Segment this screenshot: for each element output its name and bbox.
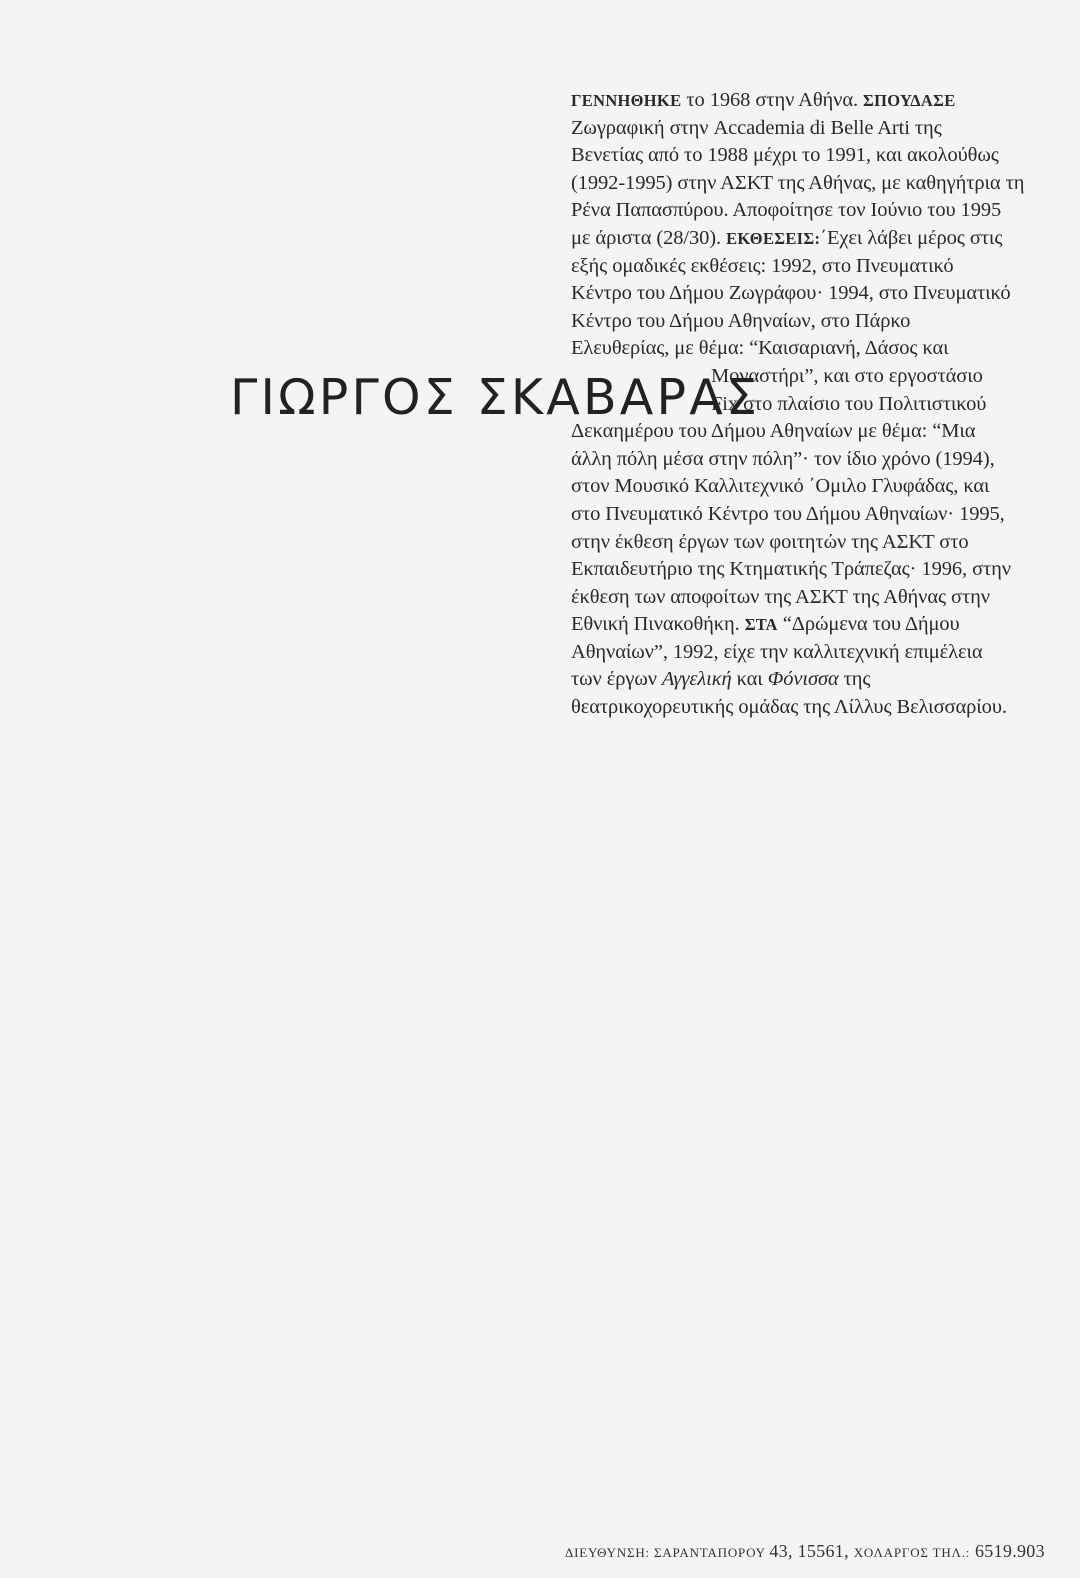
bio-line: Ρένα Παπασπύρου. Αποφοίτησε τον Ιούνιο του 1995 — [571, 199, 1002, 222]
bio-line: Κέντρο του Δήμου Αθηναίων, στο Πάρκο — [571, 309, 911, 332]
bio-line: Ζωγραφική στην Accademia di Belle Arti της — [571, 116, 942, 139]
bio-line: Κέντρο του Δήμου Ζωγράφου· 1994, στο Πνευματικό — [571, 282, 1011, 305]
bio-text: με άριστα (28/30). — [571, 226, 727, 249]
bio-line: Μοναστήρι”, και στο εργοστάσιο — [711, 364, 983, 387]
contact-footer — [565, 1541, 1045, 1562]
address-label: ΔΙΕΥΘΥΝΣΗ: — [565, 1545, 650, 1560]
bio-text: το 1968 στην Αθήνα. — [681, 89, 864, 111]
bio-line: Fix στο πλαίσιο του Πολιτιστικού — [711, 392, 987, 415]
artist-name: ΓΙΩΡΓΟΣ ΣΚΑΒΑΡΑΣ — [230, 369, 761, 426]
bio-line — [571, 666, 1041, 694]
bio-line: έκθεση των αποφοίτων της ΑΣΚΤ της Αθήνας στην — [571, 585, 990, 608]
heading-exhibitions: ΕΚΘΕΣΕΙΣ: — [726, 228, 821, 248]
bio-text: Εθνική Πινακοθήκη. — [571, 613, 745, 636]
bio-line — [571, 611, 1041, 639]
bio-text: “Δρώμενα του Δήμου — [777, 613, 960, 636]
bio-line — [571, 225, 1041, 253]
bio-line: Αθηναίων”, 1992, είχε την καλλιτεχνική επιμέλεια — [571, 640, 983, 663]
bio-line: θεατρικοχορευτικής ομάδας της Λίλλυς Βελισσαρίου. — [571, 696, 1007, 719]
bio-line: στον Μουσικό Καλλιτεχνικό ΄Ομιλο Γλυφάδας, και — [571, 475, 990, 498]
bio-line: Εκπαιδευτήριο της Κτηματικής Τράπεζας· 1996, στην — [571, 558, 1011, 581]
bio-line: στο Πνευματικό Κέντρο του Δήμου Αθηναίων· 1995, — [571, 502, 1005, 525]
bio-line: εξής ομαδικές εκθέσεις: 1992, στο Πνευματικό — [571, 254, 954, 277]
address-city: ΧΟΛΑΡΓΟΣ — [853, 1545, 929, 1560]
bio-line: (1992-1995) στην ΑΣΚΤ της Αθήνας, με καθηγήτρια τη — [571, 171, 1025, 194]
address-street: ΣΑΡΑΝΤΑΠΟΡΟΥ — [649, 1545, 770, 1560]
heading-born: ΓΕΝΝΗΘΗΚΕ — [571, 91, 682, 110]
bio-line: άλλη πόλη μέσα στην πόλη”· τον ίδιο χρόνο (1994), — [571, 447, 995, 470]
bio-text: ΄Εχει λάβει μέρος στις — [820, 226, 1003, 249]
heading-studied: ΣΠΟΥΔΑΣΕ — [863, 91, 956, 110]
bio-line: Ελευθερίας, με θέμα: “Καισαριανή, Δάσος και — [571, 337, 949, 360]
bio-line: στην έκθεση έργων των φοιτητών της ΑΣΚΤ στο — [571, 530, 969, 553]
address-number: 43, 15561, — [769, 1541, 854, 1561]
work-title-fonissa: Φόνισσα — [767, 668, 839, 691]
heading-performances: ΣΤΑ — [744, 615, 778, 635]
phone-label: ΤΗΛ.: — [928, 1545, 971, 1560]
bio-text: της — [838, 668, 871, 691]
bio-line: Βενετίας από το 1988 μέχρι το 1991, και ακολούθως — [571, 144, 999, 167]
work-title-angeliki: Αγγελική — [661, 668, 732, 691]
bio-line — [571, 87, 1041, 115]
bio-line: Δεκαημέρου του Δήμου Αθηναίων με θέμα: “Μια — [571, 420, 976, 443]
bio-text: και — [731, 668, 768, 691]
bio-text: των έργων — [571, 668, 662, 691]
phone-number: 6519.903 — [970, 1541, 1045, 1561]
